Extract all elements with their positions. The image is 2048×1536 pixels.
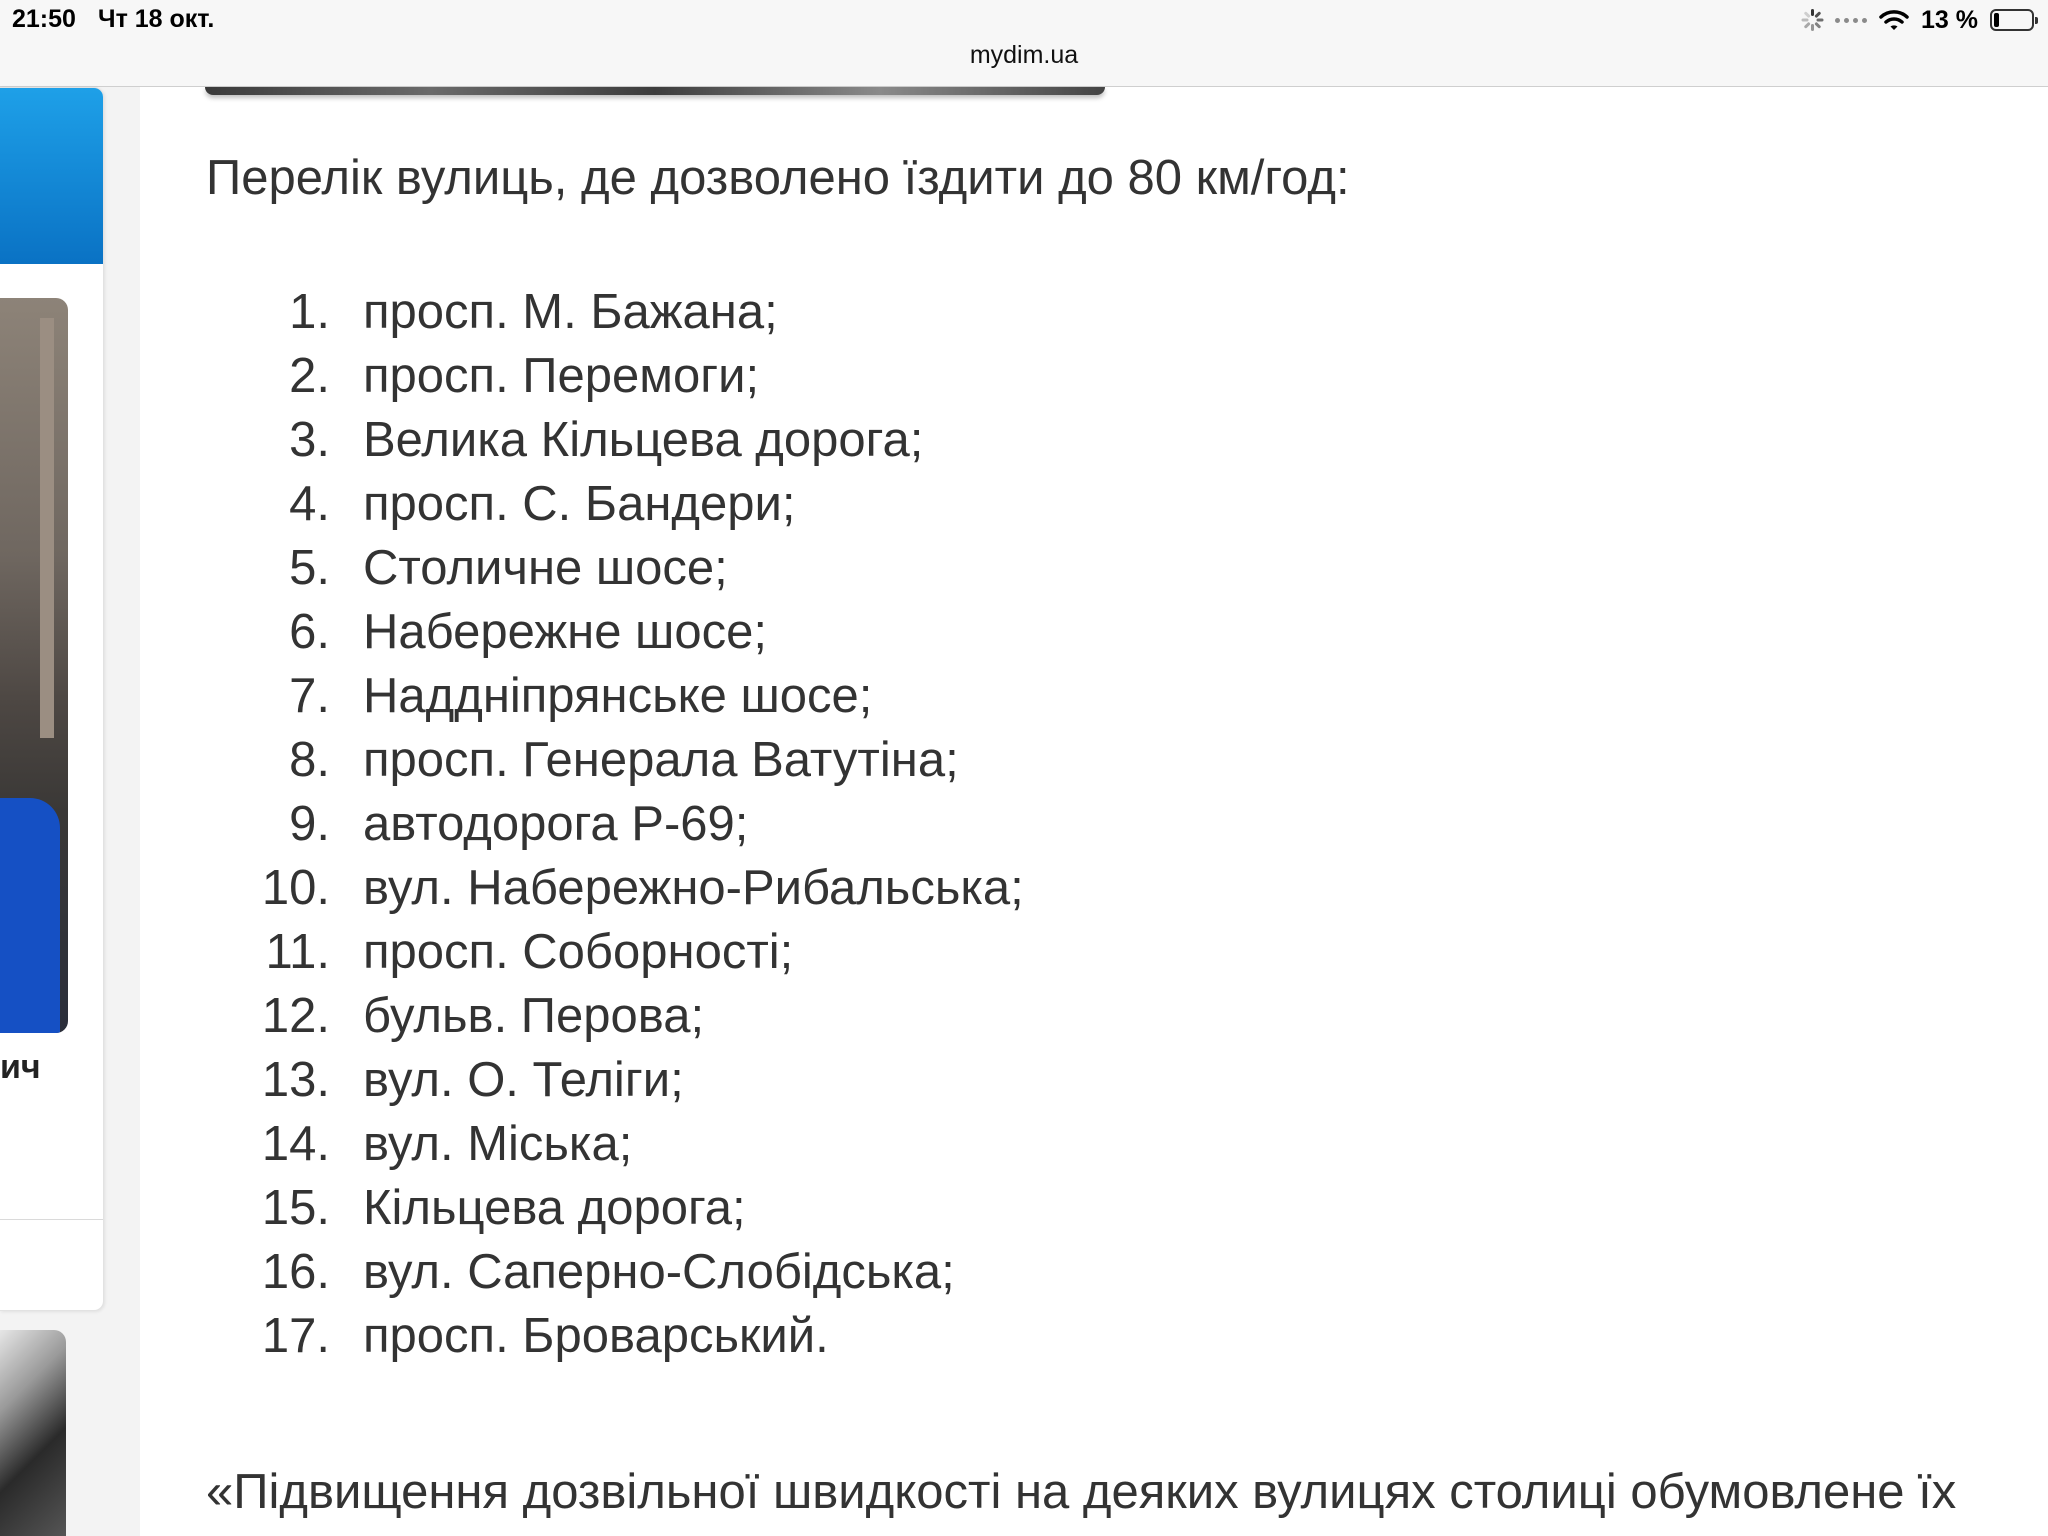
street-name: просп. Соборності;	[363, 925, 794, 979]
article-body	[140, 87, 2048, 1536]
street-number: 7.	[289, 669, 330, 723]
street-number: 5.	[289, 541, 330, 595]
status-time: 21:50	[12, 5, 76, 33]
street-number: 6.	[289, 605, 330, 659]
street-number: 8.	[289, 733, 330, 787]
status-date: Чт 18 окт.	[98, 5, 215, 33]
street-number: 16.	[261, 1245, 330, 1299]
sidebar-banner[interactable]	[0, 88, 103, 264]
street-name: Набережне шосе;	[363, 605, 767, 659]
sidebar-divider	[0, 1219, 103, 1220]
author-name[interactable]: ич	[0, 1048, 41, 1086]
article-quote: «Підвищення дозвільної швидкості на деяких вулицях столиці обумовлене їх	[206, 1465, 1957, 1519]
street-name: Кільцева дорога;	[363, 1181, 746, 1235]
street-name: просп. Перемоги;	[363, 349, 760, 403]
street-number: 12.	[261, 989, 330, 1043]
street-name: вул. Міська;	[363, 1117, 633, 1171]
sidebar-card[interactable]	[0, 87, 104, 1311]
article-hero-image	[205, 87, 1105, 95]
street-name: Столичне шосе;	[363, 541, 728, 595]
street-number: 10.	[261, 861, 330, 915]
street-number: 15.	[261, 1181, 330, 1235]
status-indicators	[1801, 4, 2034, 36]
sidebar	[0, 87, 140, 1536]
street-name: бульв. Перова;	[363, 989, 705, 1043]
street-name: просп. С. Бандери;	[363, 477, 796, 531]
street-name: просп. М. Бажана;	[363, 285, 778, 339]
address-bar[interactable]	[0, 40, 2048, 87]
sidebar-photo[interactable]	[0, 1330, 66, 1536]
activity-spinner-icon	[1801, 9, 1823, 31]
street-name: Наддніпрянське шосе;	[363, 669, 873, 723]
street-name: просп. Генерала Ватутіна;	[363, 733, 959, 787]
street-number: 14.	[261, 1117, 330, 1171]
battery-percent: 13 %	[1921, 5, 1978, 34]
wifi-icon	[1879, 9, 1909, 31]
author-photo[interactable]	[0, 298, 68, 1033]
street-number: 4.	[289, 477, 330, 531]
article-intro: Перелік вулиць, де дозволено їздити до 80 км/год:	[206, 151, 1350, 205]
street-number: 2.	[289, 349, 330, 403]
street-name: просп. Броварський.	[363, 1309, 829, 1363]
street-number: 1.	[289, 285, 330, 339]
street-name: вул. О. Теліги;	[363, 1053, 684, 1107]
battery-icon	[1990, 9, 2034, 31]
status-bar	[0, 0, 2048, 40]
street-name: автодорога Р-69;	[363, 797, 749, 851]
street-number: 3.	[289, 413, 330, 467]
cellular-dots-icon	[1835, 18, 1867, 23]
street-name: Велика Кільцева дорога;	[363, 413, 924, 467]
street-number: 13.	[261, 1053, 330, 1107]
street-number: 11.	[265, 925, 330, 979]
street-name: вул. Саперно-Слобідська;	[363, 1245, 955, 1299]
url-text[interactable]: mydim.ua	[969, 41, 1079, 69]
street-number: 9.	[289, 797, 330, 851]
street-number: 17.	[261, 1309, 330, 1363]
street-name: вул. Набережно-Рибальська;	[363, 861, 1024, 915]
